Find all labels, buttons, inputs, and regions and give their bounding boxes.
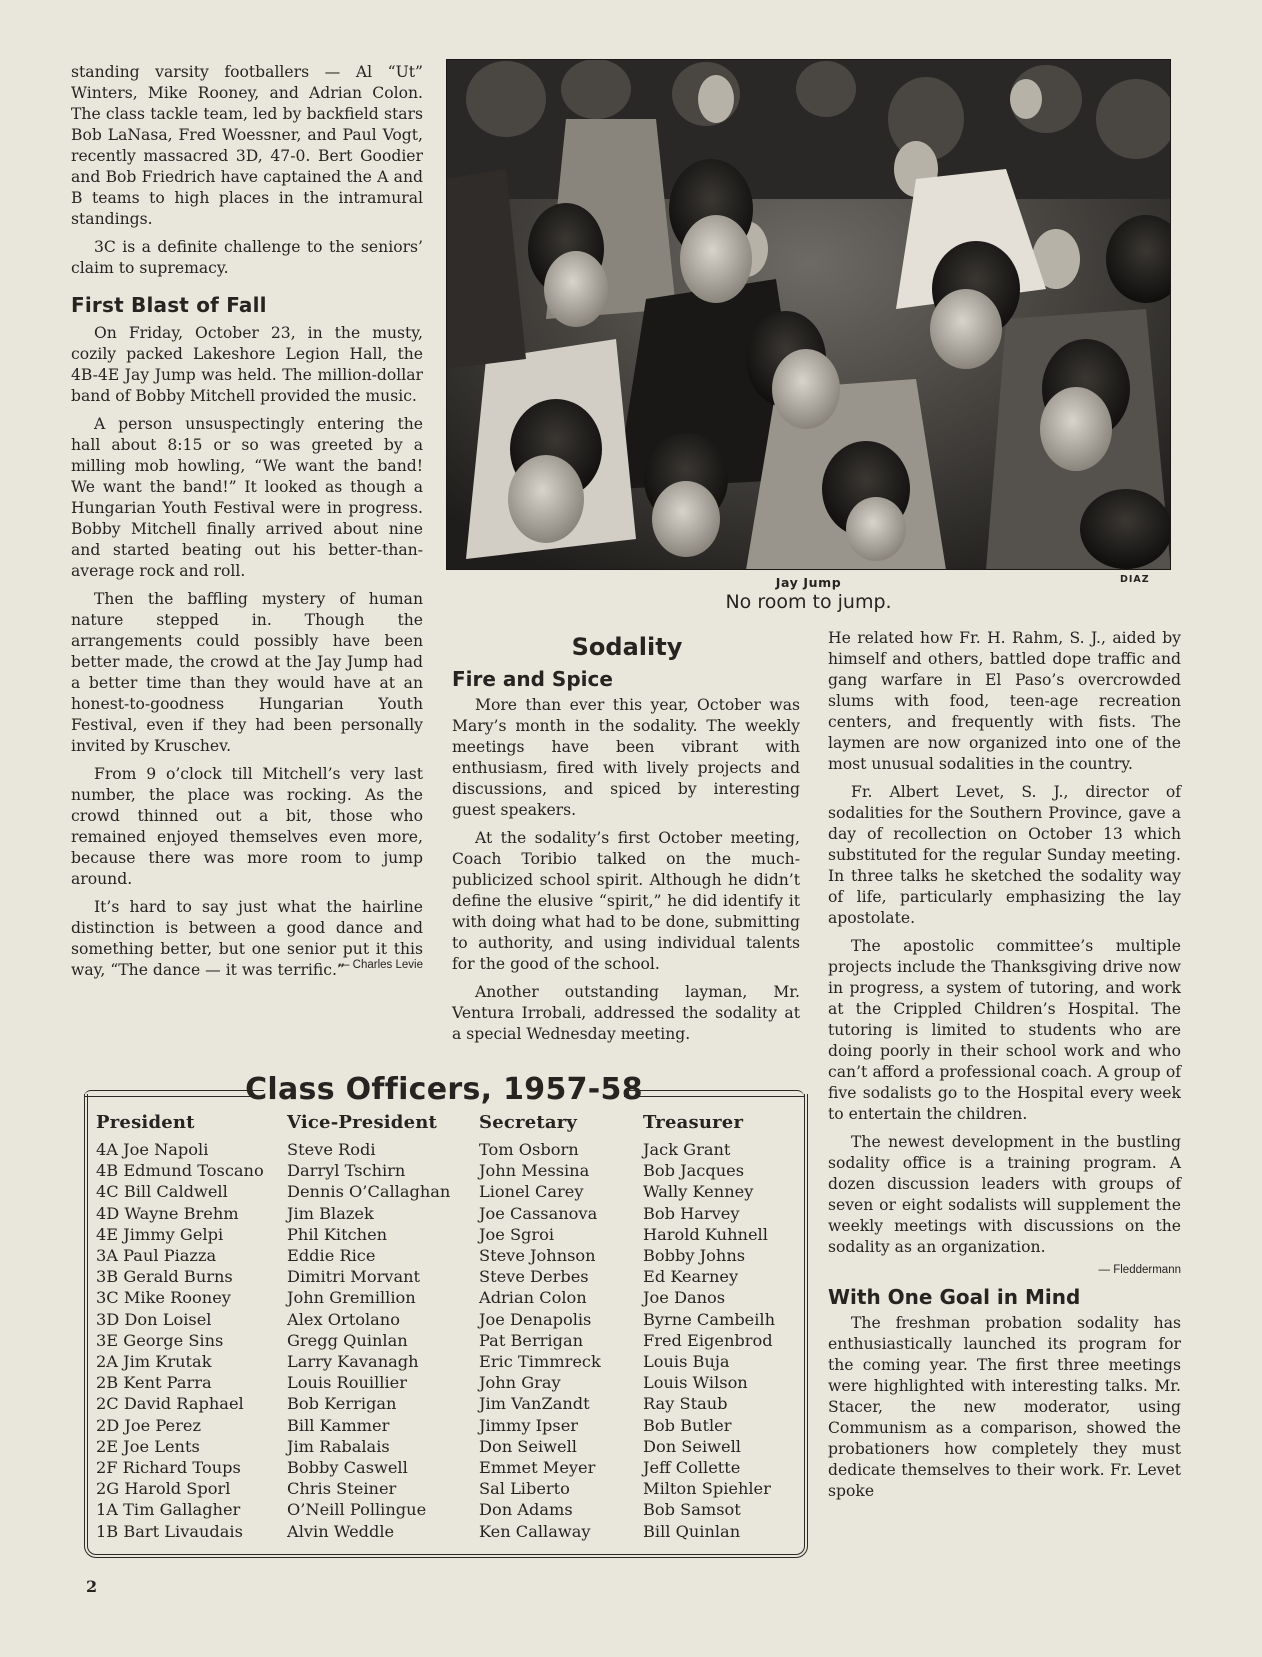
officer-list [479,1139,601,1542]
officer-name: Jim Blazek [287,1203,374,1223]
officer-name: 1A Tim Gallagher [96,1500,241,1520]
officer-name: Joe Danos [643,1288,726,1308]
officer-name: Steve Rodi [287,1140,376,1159]
officer-name: 3A Paul Piazza [96,1246,217,1266]
column-header: Treasurer [643,1112,744,1133]
officers-column-treasurer [643,1112,775,1542]
officer-name: Dennis O’Callaghan [287,1182,451,1202]
officer-name: 4B Edmund Toscano [96,1161,264,1181]
article-paragraph: On Friday, October 23, in the musty, cozily packed Lakeshore Legion Hall, the 4B-4E Jay Jump was held. The million-dollar band of Bobby Mitchell provided the music. [71,324,423,405]
officer-name: Bobby Johns [643,1246,746,1266]
crowd-photo-illustration [446,59,1171,570]
class-officers-title-bar [84,1072,804,1116]
officer-name: O’Neill Pollingue [287,1500,427,1520]
officer-name: Joe Denapolis [479,1309,592,1329]
right-column [828,628,1181,1509]
officer-name: Ken Callaway [479,1521,591,1541]
officer-name: Don Adams [479,1500,573,1520]
officer-name: Joe Cassanova [479,1203,598,1223]
page-number: 2 [86,1577,98,1596]
officer-name: 3B Gerald Burns [96,1267,233,1287]
officer-name: Phil Kitchen [287,1224,388,1244]
article-paragraph: Fr. Albert Levet, S. J., director of sodalities for the Southern Province, gave a day of recollection on October 13 which substituted for the regular Sunday meeting. In three talks he sketched the sodality way of life, particularly emphasizing the lay apostolate. [828,783,1181,927]
officer-list [643,1139,775,1542]
officer-name: 2D Joe Perez [96,1415,201,1435]
officer-name: Alvin Weddle [287,1521,395,1541]
article-paragraph: The newest development in the bustling sodality office is a training program. A dozen discussion leaders with groups of seven or eight sodalists will supplement the weekly meetings with discussions on the sodality as an organization. [828,1133,1181,1256]
article-paragraph: It’s hard to say just what the hairline distinction is between a good dance and something better, but one senior put it this way, “The dance — it was terrific.” [71,898,423,979]
officer-name: Bill Quinlan [643,1521,741,1541]
officer-name: Bill Kammer [287,1415,390,1435]
subheading-fire-and-spice: Fire and Spice [452,667,613,691]
officers-column-vice-president [287,1112,450,1542]
officer-name: Milton Spiehler [643,1479,771,1499]
officer-name: Don Seiwell [479,1436,577,1456]
officers-column-secretary [479,1112,601,1542]
article-paragraph: Then the baffling mystery of human nature stepped in. Though the arrangements could possibly have been better made, the crowd at the Jay Jump had a better time than they would have at an honest-to-goodness Hungarian Youth Festival, even if they had been personally invited by Kruschev. [71,590,423,755]
officer-name: Darryl Tschirn [287,1161,406,1181]
officer-name: Steve Derbes [479,1267,589,1287]
officer-name: 2F Richard Toups [96,1458,241,1478]
officer-name: 4E Jimmy Gelpi [96,1224,224,1244]
officer-list [287,1139,450,1542]
article-paragraph: A person unsuspectingly entering the hall about 8:15 or so was greeted by a milling mob howling, “We want the band! We want the band!” It looked as though a Hungarian Youth Festival were in progress. Bobby Mitchell finally arrived about nine and started beating out his better-than-average rock and roll. [71,415,423,580]
officer-name: 2E Joe Lents [96,1436,200,1456]
article-paragraph: The freshman probation sodality has enthusiastically launched its program for the coming year. The first three meetings were highlighted with interesting talks. Mr. Stacer, the new moderator, using Communism as a comparison, showed the probationers how completely they must dedicate themselves to their work. Fr. Levet spoke [828,1314,1181,1500]
byline: — Fleddermann [1098,1264,1181,1276]
officer-name: Don Seiwell [643,1436,741,1456]
article-paragraph: He related how Fr. H. Rahm, S. J., aided by himself and others, battled dope traffic and gang warfare in El Paso’s overcrowded slums with food, teen-age recreation centers, and frequently with fists. The laymen are now organized into one of the most unusual sodalities in the country. [828,629,1181,773]
article-paragraph: Another outstanding layman, Mr. Ventura Irrobali, addressed the sodality at a special Wednesday meeting. [452,983,800,1043]
byline: — Charles Levie [337,959,423,971]
column-header: Vice-President [287,1112,438,1133]
officer-name: Steve Johnson [479,1246,596,1266]
officer-name: Louis Wilson [643,1373,748,1393]
officer-name: 4A Joe Napoli [96,1140,209,1159]
officer-name: Harold Kuhnell [643,1224,768,1244]
officer-name: Adrian Colon [479,1288,587,1308]
subheading-one-goal: With One Goal in Mind [828,1285,1081,1309]
officer-name: Byrne Cambeilh [643,1309,776,1329]
officer-name: Jim VanZandt [479,1394,590,1414]
officer-name: Ed Kearney [643,1267,739,1287]
officer-name: Gregg Quinlan [287,1330,408,1350]
officer-name: Bob Harvey [643,1203,740,1223]
officer-name: Dimitri Morvant [287,1267,421,1287]
officer-name: Larry Kavanagh [287,1352,419,1372]
photo-credit: DIAZ [1120,574,1150,585]
officers-column-president [96,1112,264,1542]
officer-name: Jeff Collette [643,1458,741,1478]
officer-name: Bobby Caswell [287,1458,408,1478]
article-paragraph: More than ever this year, October was Mary’s month in the sodality. The weekly meetings have been vibrant with enthusiasm, fired with lively projects and discussions, and spiced by interesting guest speakers. [452,696,800,819]
officer-name: 2G Harold Sporl [96,1479,231,1499]
officer-name: 2A Jim Krutak [96,1352,212,1372]
article-paragraph: At the sodality’s first October meeting, Coach Toribio talked on the much-publicized school spirit. Although he didn’t define the elusive “spirit,” he did identify it with doing what had to be done, submitting to authority, and using individual talents for the good of the school. [452,829,800,973]
officer-name: Jack Grant [643,1140,731,1159]
officer-name: Eric Timmreck [479,1352,601,1372]
officer-name: Bob Butler [643,1415,732,1435]
column-header: Secretary [479,1112,578,1133]
officer-name: Louis Buja [643,1352,730,1372]
article-paragraph: From 9 o’clock till Mitchell’s very last number, the place was rocking. As the crowd thinned out a bit, those who remained enjoyed themselves even more, because there was more room to jump around. [71,765,423,888]
class-officers-title: Class Officers, 1957-58 [245,1072,643,1107]
officer-name: 1B Bart Livaudais [96,1521,243,1541]
officer-name: 3D Don Loisel [96,1309,212,1329]
officer-list [96,1139,264,1542]
officer-name: John Gray [479,1373,561,1393]
officer-name: Emmet Meyer [479,1458,596,1478]
officer-name: Sal Liberto [479,1479,570,1499]
officer-name: Bob Samsot [643,1500,741,1520]
officer-name: Louis Rouillier [287,1373,407,1393]
section-heading-first-blast: First Blast of Fall [71,293,267,317]
officer-name: John Gremillion [287,1288,416,1308]
photo-caption-title: Jay Jump [775,575,842,590]
jay-jump-photo [446,59,1171,570]
officer-name: Jimmy Ipser [479,1415,579,1435]
officer-name: 4C Bill Caldwell [96,1182,228,1202]
left-column [71,62,423,981]
officer-name: Bob Kerrigan [287,1394,397,1414]
officer-name: Joe Sgroi [479,1224,555,1244]
officer-name: Fred Eigenbrod [643,1330,773,1350]
officer-name: John Messina [479,1161,590,1181]
officer-name: Jim Rabalais [287,1436,390,1456]
article-paragraph: The apostolic committee’s multiple projects include the Thanksgiving drive now in progress, a system of tutoring, and work at the Crippled Children’s Hospital. The tutoring is limited to students who are doing poorly in their school work and who can’t afford a professional coach. A group of five sodalists go to the Hospital every week to entertain the children. [828,937,1181,1123]
intro-paragraph: standing varsity footballers — Al “Ut” Winters, Mike Rooney, and Adrian Colon. The class tackle team, led by backfield stars Bob LaNasa, Fred Woessner, and Paul Vogt, recently massacred 3D, 47-0. Bert Goodier and Bob Friedrich have captained the A and B teams to high places in the intramural standings. [71,63,423,228]
officer-name: 3C Mike Rooney [96,1288,231,1308]
officer-name: 2B Kent Parra [96,1373,212,1393]
officer-name: Bob Jacques [643,1161,745,1181]
officer-name: Wally Kenney [643,1182,754,1202]
column-header: President [96,1112,195,1133]
officer-name: Ray Staub [643,1394,728,1414]
section-heading-sodality: Sodality [571,633,683,661]
officer-name: Eddie Rice [287,1246,376,1266]
officer-name: 4D Wayne Brehm [96,1203,239,1223]
officer-name: 2C David Raphael [96,1394,244,1414]
photo-caption: No room to jump. [725,591,892,613]
officer-name: Lionel Carey [479,1182,584,1202]
middle-column [452,667,800,1052]
officer-name: Chris Steiner [287,1479,397,1499]
officer-name: Alex Ortolano [287,1309,400,1329]
intro-paragraph: 3C is a definite challenge to the seniors’ claim to supremacy. [71,238,423,277]
officer-name: 3E George Sins [96,1330,224,1350]
officer-name: Pat Berrigan [479,1330,584,1350]
officer-name: Tom Osborn [479,1140,579,1159]
title-rule-right [624,1090,804,1097]
